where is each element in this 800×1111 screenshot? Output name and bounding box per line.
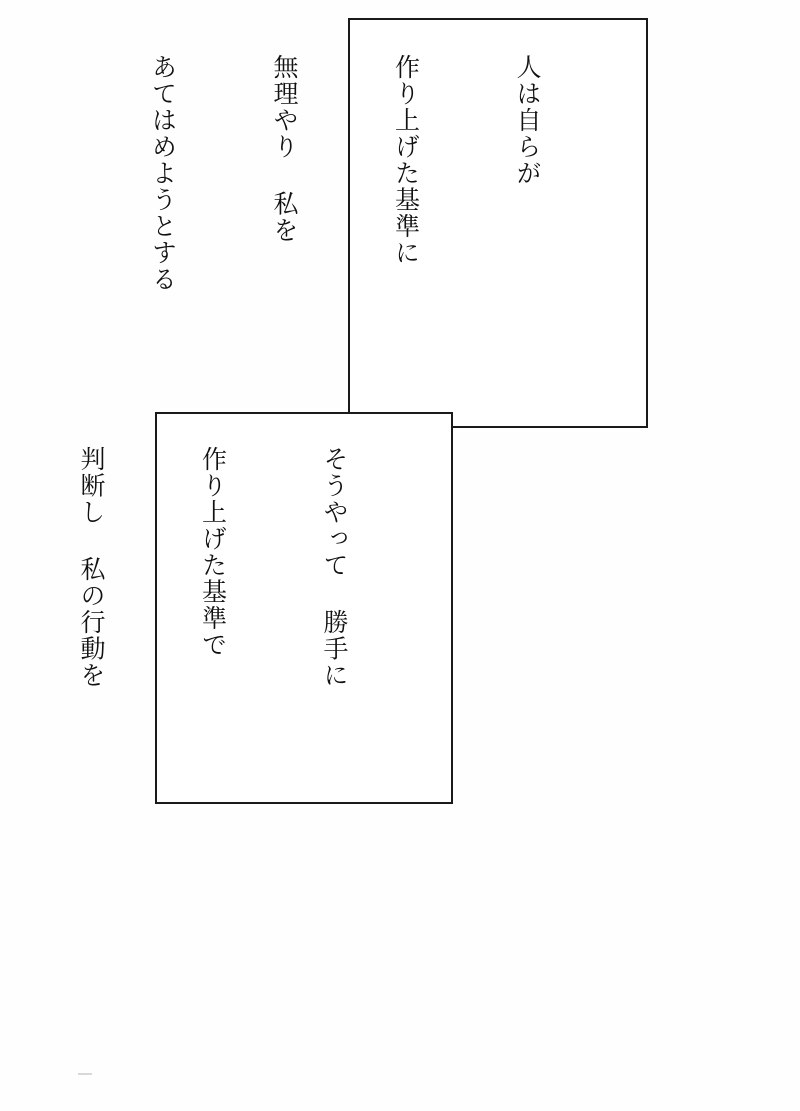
narration-line: 判断し 私の行動を [77, 446, 106, 689]
narration-line: 作り上げた基準に [391, 54, 421, 266]
narration-line: そうやって 勝手に [320, 446, 349, 689]
narration-panel-lower [77, 412, 453, 804]
narration-line: 無理やり 私を [270, 54, 299, 244]
scan-edge-mark [78, 1073, 92, 1075]
narration-line: 作り上げた基準で [198, 446, 228, 658]
narration-text-lower [0, 446, 435, 776]
narration-panel-upper [148, 18, 648, 428]
narration-line: 人は自らが [513, 54, 542, 187]
narration-text-upper [61, 54, 628, 404]
narration-line: あてはめようとする [148, 54, 178, 293]
